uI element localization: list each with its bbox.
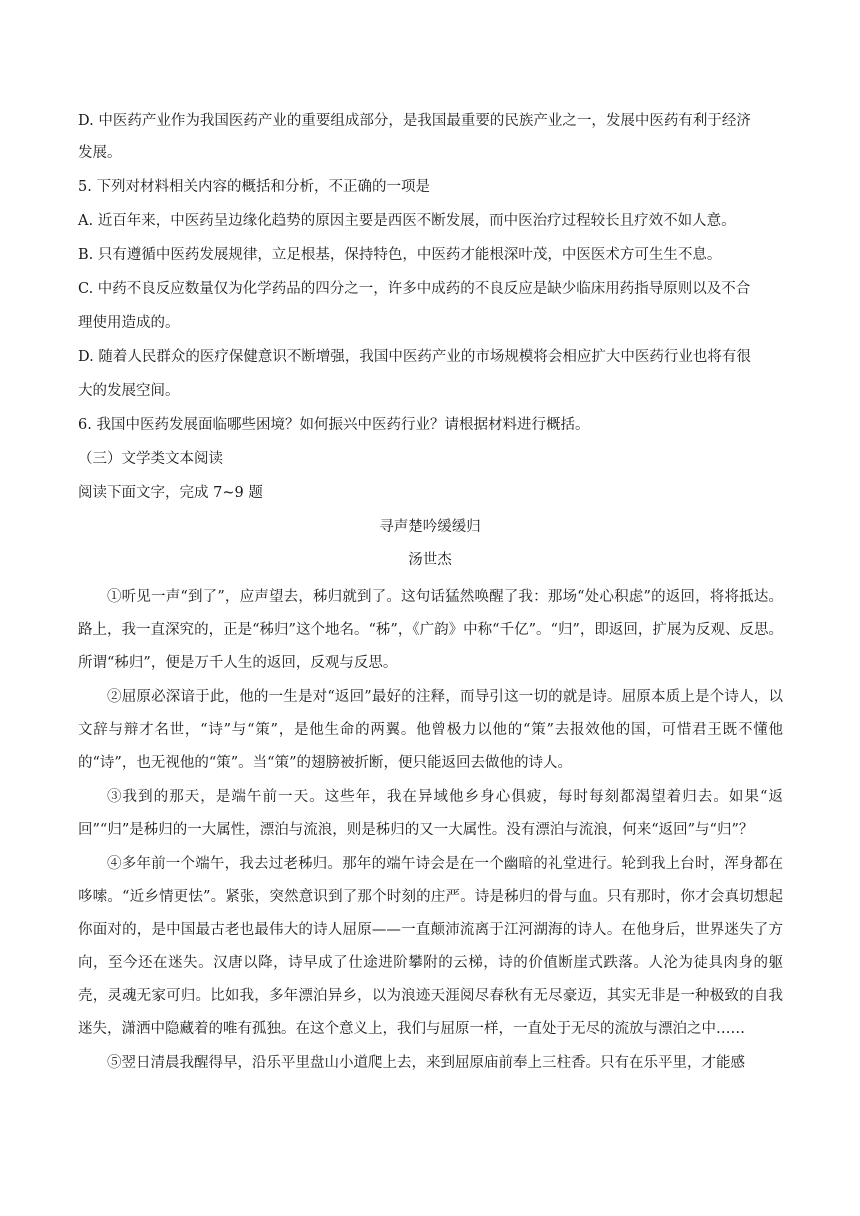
q5-option-a: A. 近百年来，中医药呈边缘化趋势的原因主要是西医不断发展，而中医治疗过程较长且疗效不如人意。	[78, 213, 736, 229]
article-paragraph-1: ①听见一声“到了”，应声望去，秭归就到了。这句话猛然唤醒了我：那场“处心积虑”的返回，将将抵达。路上，我一直深究的，正是“秭归”这个地名。“秭”，《广韵》中称“千亿”。“归”，即返回，扩展为反观、反思。所谓“秭归”，便是万千人生的返回，反观与反思。	[78, 589, 783, 671]
q5-option-b: B. 只有遵循中医药发展规律，立足根基，保持特色，中医药才能根深叶茂，中医医术方可生生不息。	[78, 247, 722, 263]
question-5-stem: 5. 下列对材料相关内容的概括和分析，不正确的一项是	[78, 179, 430, 195]
article-author: 汤世杰	[408, 552, 452, 568]
q5-option-d-line2: 大的发展空间。	[78, 383, 180, 399]
q5-option-c-line2: 理使用造成的。	[78, 315, 180, 331]
article-paragraph-3: ③我到的那天，是端午前一天。这些年，我在异域他乡身心俱疲，每时每刻都渴望着归去。如果“返回”“归”是秭归的一大属性，漂泊与流浪，则是秭归的又一大属性。没有漂泊与流浪，何来“返回”与“归”？	[78, 789, 783, 838]
question-6: 6. 我国中医药发展面临哪些困境？如何振兴中医药行业？请根据材料进行概括。	[78, 417, 590, 433]
q5-option-c-line1: C. 中药不良反应数量仅为化学药品的四分之一，许多中成药的不良反应是缺少临床用药指导原则以及不合	[78, 281, 751, 297]
article-paragraph-2: ②屈原必深谙于此，他的一生是对“返回”最好的注释，而导引这一切的就是诗。屈原本质上是个诗人，以文辞与辩才名世，“诗”与“策”，是他生命的两翼。他曾极力以他的“策”去报效他的国，可惜君王既不懂他的“诗”，也无视他的“策”。当“策”的翅膀被折断，便只能返回去做他的诗人。	[78, 689, 783, 771]
q4-option-d-line1: D. 中医药产业作为我国医药产业的重要组成部分，是我国最重要的民族产业之一，发展中医药有利于经济	[78, 113, 751, 129]
q4-option-d-line2: 发展。	[78, 145, 122, 161]
article-paragraph-4: ④多年前一个端午，我去过老秭归。那年的端午诗会是在一个幽暗的礼堂进行。轮到我上台时，浑身都在哆嗦。“近乡情更怯”。紧张，突然意识到了那个时刻的庄严。诗是秭归的骨与血。只有那时，你才会真切想起你面对的，是中国最古老也最伟大的诗人屈原——一直颠沛流离于江河湖海的诗人。在他身后，世界迷失了方向，至今还在迷失。汉唐以降，诗早成了仕途进阶攀附的云梯，诗的价值断崖式跌落。人沦为徒具肉身的躯壳，灵魂无家可归。比如我，多年漂泊异乡，以为浪迹天涯阅尽春秋有无尽豪迈，其实无非是一种极致的自我迷失，潇洒中隐藏着的唯有孤独。在这个意义上，我们与屈原一样，一直处于无尽的流放与漂泊之中……	[78, 856, 783, 1037]
article-paragraph-5: ⑤翌日清晨我醒得早，沿乐平里盘山小道爬上去，来到屈原庙前奉上三柱香。只有在乐平里，才能感	[107, 1055, 745, 1071]
article-title: 寻声楚吟缓缓归	[379, 519, 481, 535]
section-heading: （三）文学类文本阅读	[78, 451, 223, 467]
q5-option-d-line1: D. 随着人民群众的医疗保健意识不断增强，我国中医药产业的市场规模将会相应扩大中医药行业也将有很	[78, 349, 751, 365]
reading-instruction: 阅读下面文字，完成 7~9 题	[78, 485, 263, 501]
